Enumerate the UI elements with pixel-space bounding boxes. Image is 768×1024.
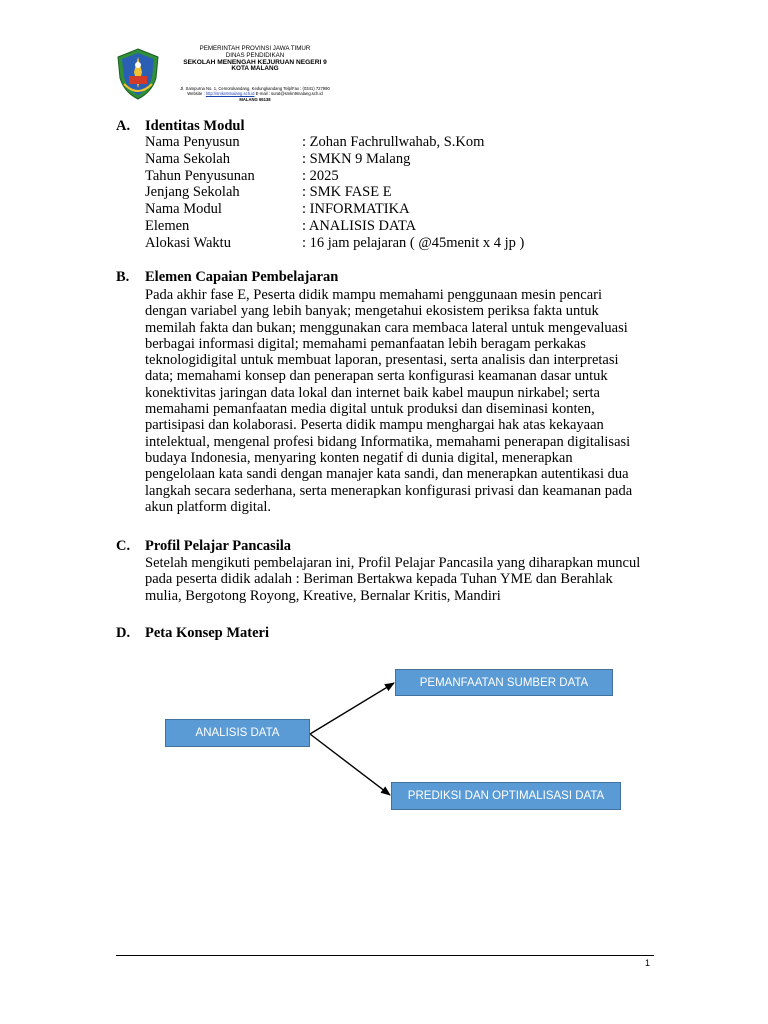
letterhead-postal: MALANG 65138	[239, 96, 271, 102]
section-a-title: Identitas Modul	[145, 118, 245, 134]
identity-label: Nama Sekolah	[145, 150, 230, 167]
email-link[interactable]: surat@smkn9malang.sch.id	[271, 91, 323, 97]
identity-value: : 16 jam pelajaran ( @45menit x 4 jp )	[302, 234, 525, 251]
email-label: E-mail :	[255, 91, 270, 97]
letterhead-address: Jl. Sampurna No. 1, Cemorokandang, Kedungkandang Telp/Fax : (0341) 727990	[180, 86, 330, 91]
section-b-title: Elemen Capaian Pembelajaran	[145, 269, 339, 285]
section-c-title: Profil Pelajar Pancasila	[145, 538, 292, 554]
section-d-title: Peta Konsep Materi	[145, 625, 270, 641]
website-link[interactable]: http://smkn9malang.sch.id	[205, 91, 255, 97]
letterhead-government: PEMERINTAH PROVINSI JAWA TIMUR	[199, 45, 311, 52]
identity-label: Alokasi Waktu	[145, 234, 231, 251]
identity-label: Tahun Penyusunan	[145, 167, 255, 184]
letterhead-school: SEKOLAH MENENGAH KEJURUAN NEGERI 9	[183, 59, 327, 67]
identity-value: : SMKN 9 Malang	[302, 150, 411, 167]
identity-value: : ANALISIS DATA	[302, 217, 417, 234]
letterhead-department: DINAS PENDIDIKAN	[225, 51, 285, 59]
footer-divider	[116, 955, 654, 956]
identity-value: : INFORMATIKA	[302, 201, 410, 218]
identity-label: Jenjang Sekolah	[145, 184, 240, 201]
identity-value: : 2025	[302, 167, 339, 184]
concept-root-box: ANALISIS DATA	[165, 719, 310, 747]
identity-label: Nama Modul	[145, 201, 222, 218]
arrow-to-branch-2	[310, 734, 390, 795]
identity-label: Elemen	[145, 217, 190, 234]
concept-branch-box: PREDIKSI DAN OPTIMALISASI DATA	[391, 782, 621, 810]
letterhead-city: KOTA MALANG	[231, 65, 279, 73]
identity-label: Nama Penyusun	[145, 134, 240, 150]
pancasila-profile-paragraph: Setelah mengikuti pembelajaran ini, Profil Pelajar Pancasila yang diharapkan muncul pada peserta didik adalah : Beriman Bertakwa kepada Tuhan YME dan Berahlak mulia, Bergotong Royong, Kreative, Bernalar Kritis, Mandiri	[145, 555, 641, 604]
section-a-letter: A.	[116, 118, 131, 134]
page-number: 1	[645, 958, 651, 968]
concept-branch-box: PEMANFAATAN SUMBER DATA	[395, 669, 613, 696]
section-c-letter: C.	[116, 538, 131, 554]
learning-outcomes-paragraph: Pada akhir fase E, Peserta didik mampu memahami penggunaan mesin pencari dengan variabel yang lebih banyak; mengetahui ekosistem periksa fakta untuk memilah fakta dan bukan; menggunakan cara membaca lateral untuk mengevaluasi berbagai informasi digital; memahami pemanfaatan lebih beragam perkakas teknologidigital untuk membuat laporan, presentasi, serta analisis dan interpretasi data; memahami konsep dan penerapan serta konfigurasi keamanan dasar untuk konektivitas jaringan data lokal dan internet baik kabel maupun nirkabel; serta memahami pemanfaatan media digital untuk produksi dan diseminasi konten, partisipasi dan kolaborasi. Peserta didik mampu menghargai hak atas kekayaan intelektual, mengenal profesi bidang Informatika, memahami penerapan digitalisasi budaya Indonesia, menyaring konten negatif di dunia digital, menerapkan pengelolaan kata sandi dengan manajer kata sandi, dan menerapkan autentikasi dua langkah secara sederhana, serta menerapkan konfigurasi privasi dan keamanan pada akun platform digital.	[145, 287, 633, 515]
identity-value: : SMK FASE E	[302, 184, 392, 201]
section-d-letter: D.	[116, 625, 131, 641]
arrow-to-branch-1	[310, 683, 394, 734]
website-label: Website :	[187, 91, 205, 97]
identity-value: : Zohan Fachrullwahab, S.Kom	[302, 134, 485, 150]
section-b-letter: B.	[116, 269, 130, 285]
